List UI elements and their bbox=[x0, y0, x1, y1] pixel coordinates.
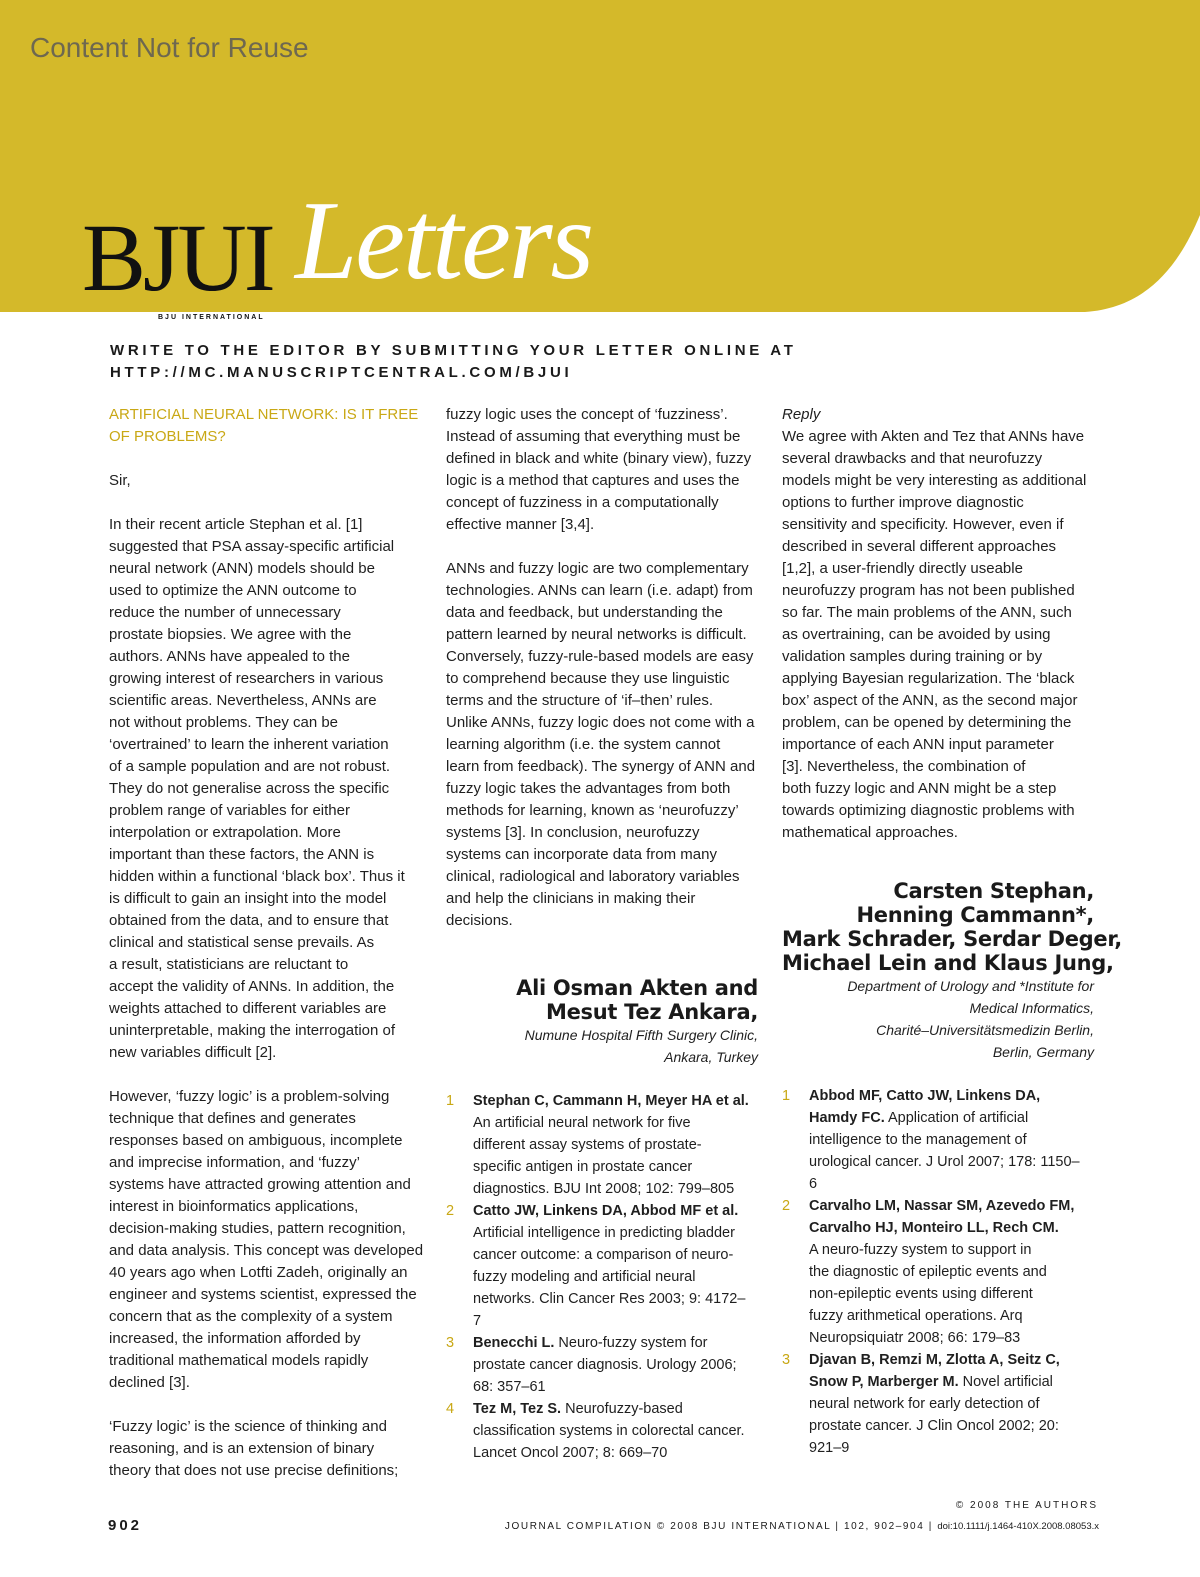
text-line: terms and the structure of ‘if–then’ rules. bbox=[446, 692, 714, 709]
letter-affiliation bbox=[446, 1024, 758, 1068]
reply-references bbox=[782, 1085, 1094, 1459]
letter-paragraph-3 bbox=[109, 1416, 421, 1482]
text-line: and imprecise information, and ‘fuzzy’ bbox=[109, 1154, 360, 1171]
text-line: ‘overtrained’ to learn the inherent variation bbox=[109, 736, 389, 753]
text-line: defined in black and white (binary view), fuzzy bbox=[446, 450, 752, 467]
letter-paragraph-1 bbox=[109, 514, 421, 1064]
text-line: hidden within a functional ‘black box’. Thus it bbox=[109, 868, 405, 885]
text-line: neural network (ANN) models should be bbox=[109, 560, 375, 577]
text-line: the diagnostic of epileptic events and bbox=[809, 1264, 1047, 1280]
text-line: learn from feedback). The synergy of ANN and bbox=[446, 758, 756, 775]
watermark: Content Not for Reuse bbox=[30, 32, 309, 63]
reply-label: Reply bbox=[782, 406, 821, 423]
text-line: methods for learning, known as ‘neurofuzzy’ bbox=[446, 802, 739, 819]
text-line: new variables difficult [2]. bbox=[109, 1044, 277, 1061]
text-line: clinical, radiological and laboratory variables bbox=[446, 868, 740, 885]
text-line: used to optimize the ANN outcome to bbox=[109, 582, 357, 599]
reference-item: 1 Stephan C, Cammann H, Meyer HA et al. An artificial neural network for five different assay systems of prostate- specific antigen in prostate cancer diagnostics. BJU Int 2008; 102: 799–805 bbox=[446, 1090, 758, 1200]
text-line: uninterpretable, making the interrogation of bbox=[109, 1022, 396, 1039]
text-line: A neuro-fuzzy system to support in bbox=[809, 1242, 1032, 1258]
text-line: towards optimizing diagnostic problems with bbox=[782, 802, 1075, 819]
text-line: and help the clinicians in making their bbox=[446, 890, 696, 907]
text-line: technologies. ANNs can learn (i.e. adapt) from bbox=[446, 582, 753, 599]
letter-signature bbox=[446, 976, 758, 1024]
text-line: importance of each ANN input parameter bbox=[782, 736, 1054, 753]
text-line: networks. Clin Cancer Res 2003; 9: 4172– bbox=[473, 1291, 746, 1307]
text-line: fuzzy logic uses the concept of ‘fuzziness’. bbox=[446, 406, 728, 423]
text-line: prostate cancer. J Clin Oncol 2002; 20: bbox=[809, 1418, 1059, 1434]
text-line: classification systems in colorectal cancer. bbox=[473, 1423, 745, 1439]
text-line: We agree with Akten and Tez that ANNs have bbox=[782, 428, 1085, 445]
letter-headline: ARTIFICIAL NEURAL NETWORK: IS IT FREE OF PROBLEMS? bbox=[109, 406, 419, 445]
text-line: learning algorithm (i.e. the system cannot bbox=[446, 736, 721, 753]
text-line: sensitivity and specificity. However, even if bbox=[782, 516, 1064, 533]
text-line: logic is a method that captures and uses the bbox=[446, 472, 740, 489]
text-line: reasoning, and is an extension of binary bbox=[109, 1440, 375, 1457]
text-line: both fuzzy logic and ANN might be a step bbox=[782, 780, 1057, 797]
reference-item: 4 Tez M, Tez S. Neurofuzzy-based classification systems in colorectal cancer. Lancet Oncol 2007; 8: 669–70 bbox=[446, 1398, 758, 1464]
text-line: ANNs and fuzzy logic are two complementary bbox=[446, 560, 749, 577]
text-line: systems have attracted growing attention and bbox=[109, 1176, 411, 1193]
reply-paragraph bbox=[782, 426, 1094, 844]
text-line: different assay systems of prostate- bbox=[473, 1137, 702, 1153]
submission-instruction bbox=[110, 340, 870, 384]
text-line: urological cancer. J Urol 2007; 178: 1150– bbox=[809, 1154, 1080, 1170]
text-line: ‘Fuzzy logic’ is the science of thinking and bbox=[109, 1418, 387, 1435]
reply-affiliation bbox=[782, 975, 1094, 1063]
text-line: intelligence to the management of bbox=[809, 1132, 1027, 1148]
text-line: obtained from the data, and to ensure that bbox=[109, 912, 389, 929]
text-line: systems can incorporate data from many bbox=[446, 846, 717, 863]
text-line: specific antigen in prostate cancer bbox=[473, 1159, 693, 1175]
column-2 bbox=[446, 404, 758, 1464]
reply-signature bbox=[782, 879, 1122, 975]
text-line: diagnostics. BJU Int 2008; 102: 799–805 bbox=[473, 1181, 735, 1197]
section-title: Letters bbox=[295, 179, 593, 303]
text-line: Lancet Oncol 2007; 8: 669–70 bbox=[473, 1445, 668, 1461]
text-line: concept of fuzziness in a computationally bbox=[446, 494, 719, 511]
text-line: fuzzy logic takes the advantages from both bbox=[446, 780, 731, 797]
text-line: non-epileptic events using different bbox=[809, 1286, 1033, 1302]
text-line: Unlike ANNs, fuzzy logic does not come with a bbox=[446, 714, 755, 731]
text-line: 6 bbox=[809, 1176, 818, 1192]
salutation: Sir, bbox=[109, 472, 131, 489]
text-line: and data analysis. This concept was developed bbox=[109, 1242, 424, 1259]
text-line: several drawbacks and that neurofuzzy bbox=[782, 450, 1043, 467]
text-line: prostate cancer diagnosis. Urology 2006; bbox=[473, 1357, 737, 1373]
text-line: They do not generalise across the specific bbox=[109, 780, 390, 797]
text-line: is difficult to gain an insight into the model bbox=[109, 890, 387, 907]
text-line: authors. ANNs have appealed to the bbox=[109, 648, 350, 665]
reference-item: 1 Abbod MF, Catto JW, Linkens DA, Hamdy FC. Application of artificial intelligence to the management of urological cancer. J Urol 2007; 178: 1150– 6 bbox=[782, 1085, 1094, 1195]
text-line: In their recent article Stephan et al. [1] bbox=[109, 516, 363, 533]
journal-line: JOURNAL COMPILATION © 2008 BJU INTERNATIONAL | 102, 902–904 | bbox=[504, 1521, 933, 1532]
text-line: [1,2], a user-friendly directly useable bbox=[782, 560, 1023, 577]
text-line: Carsten Stephan, bbox=[893, 879, 1094, 903]
text-line: Department of Urology and *Institute for bbox=[847, 978, 1094, 994]
text-line: weights attached to different variables are bbox=[109, 1000, 387, 1017]
journal-compilation-line bbox=[505, 1521, 1099, 1532]
reference-item: 3 Benecchi L. Neuro-fuzzy system for prostate cancer diagnosis. Urology 2006; 68: 357–61 bbox=[446, 1332, 758, 1398]
text-line: Instead of assuming that everything must be bbox=[446, 428, 741, 445]
text-line: Mark Schrader, Serdar Deger, bbox=[782, 927, 1122, 951]
text-line: Medical Informatics, bbox=[969, 1000, 1094, 1016]
text-line: as overtraining, can be avoided by using bbox=[782, 626, 1051, 643]
text-line: theory that does not use precise definitions; bbox=[109, 1462, 399, 1479]
column-3 bbox=[782, 404, 1122, 1459]
text-line: problem, can be opened by determining the bbox=[782, 714, 1072, 731]
text-line: interpolation or extrapolation. More bbox=[109, 824, 341, 841]
reference-item: 3 Djavan B, Remzi M, Zlotta A, Seitz C, Snow P, Marberger M. Novel artificial neural network for early detection of prostate cancer. J Clin Oncol 2002; 20: 921–9 bbox=[782, 1349, 1094, 1459]
journal-logo-subtitle: BJU INTERNATIONAL bbox=[158, 314, 265, 321]
text-line: a result, statisticians are reluctant to bbox=[109, 956, 349, 973]
letter-references bbox=[446, 1090, 758, 1464]
text-line: interest in bioinformatics applications, bbox=[109, 1198, 359, 1215]
text-line: Henning Cammann*, bbox=[856, 903, 1094, 927]
text-line: neural network for early detection of bbox=[809, 1396, 1040, 1412]
letter-paragraph-2 bbox=[109, 1086, 424, 1394]
reference-item: 2 Catto JW, Linkens DA, Abbod MF et al. Artificial intelligence in predicting bladder cancer outcome: a comparison of neuro- fuzzy modeling and artificial neural networks. Clin Cancer Res 2003; 9: 4172– 7 bbox=[446, 1200, 758, 1332]
text-line: technique that defines and generates bbox=[109, 1110, 356, 1127]
text-line: so far. The main problems of the ANN, such bbox=[782, 604, 1072, 621]
text-line: accept the validity of ANNs. In addition, the bbox=[109, 978, 395, 995]
text-line: described in several different approaches bbox=[782, 538, 1057, 555]
text-line: mathematical approaches. bbox=[782, 824, 958, 841]
text-line: of a sample population and are not robust. bbox=[109, 758, 391, 775]
text-line: decision-making studies, pattern recognition, bbox=[109, 1220, 406, 1237]
text-line: effective manner [3,4]. bbox=[446, 516, 595, 533]
text-line: fuzzy modeling and artificial neural bbox=[473, 1269, 696, 1285]
text-line: 40 years ago when Lotfti Zadeh, originally an bbox=[109, 1264, 408, 1281]
text-line: neurofuzzy program has not been published bbox=[782, 582, 1075, 599]
text-line: engineer and systems scientist, expressed the bbox=[109, 1286, 417, 1303]
reference-item: 2 Carvalho LM, Nassar SM, Azevedo FM, Carvalho HJ, Monteiro LL, Rech CM. A neuro-fuzzy system to support in the diagnostic of epileptic events and non-epileptic events using different fuzzy arithmetical operations. Arq Neuropsiquiatr 2008; 66: 179–83 bbox=[782, 1195, 1094, 1349]
text-line: applying Bayesian regularization. The ‘black bbox=[782, 670, 1075, 687]
text-line: Ankara, Turkey bbox=[664, 1049, 758, 1065]
text-line: pattern learned by neural networks is difficult. bbox=[446, 626, 747, 643]
text-line: prostate biopsies. We agree with the bbox=[109, 626, 352, 643]
text-line: 921–9 bbox=[809, 1440, 850, 1456]
letter-paragraph-4 bbox=[446, 404, 758, 536]
text-line: systems [3]. In conclusion, neurofuzzy bbox=[446, 824, 700, 841]
text-line: Neuropsiquiatr 2008; 66: 179–83 bbox=[809, 1330, 1021, 1346]
text-line: declined [3]. bbox=[109, 1374, 190, 1391]
text-line: Artificial intelligence in predicting bladder bbox=[473, 1225, 735, 1241]
instruction-url[interactable]: HTTP://MC.MANUSCRIPTCENTRAL.COM/BJUI bbox=[110, 364, 573, 381]
text-line: important than these factors, the ANN is bbox=[109, 846, 375, 863]
text-line: Ali Osman Akten and bbox=[516, 976, 758, 1000]
text-line: data and feedback, but understanding the bbox=[446, 604, 723, 621]
text-line: Numune Hospital Fifth Surgery Clinic, bbox=[524, 1027, 758, 1043]
doi-link[interactable]: doi:10.1111/j.1464-410X.2008.08053.x bbox=[937, 1521, 1099, 1532]
text-line: An artificial neural network for five bbox=[473, 1115, 691, 1131]
text-line: validation samples during training or by bbox=[782, 648, 1043, 665]
text-line: reduce the number of unnecessary bbox=[109, 604, 341, 621]
text-line: concern that as the complexity of a system bbox=[109, 1308, 393, 1325]
text-line: Charité–Universitätsmedizin Berlin, bbox=[876, 1022, 1094, 1038]
journal-logo: BJUI bbox=[82, 204, 273, 311]
text-line: Conversely, fuzzy-rule-based models are easy bbox=[446, 648, 754, 665]
text-line: responses based on ambiguous, incomplete bbox=[109, 1132, 403, 1149]
copyright-notice: © 2008 THE AUTHORS bbox=[955, 1500, 1098, 1511]
text-line: problem range of variables for either bbox=[109, 802, 350, 819]
text-line: Berlin, Germany bbox=[992, 1044, 1094, 1060]
text-line: 68: 357–61 bbox=[473, 1379, 546, 1395]
text-line: 7 bbox=[473, 1313, 482, 1329]
text-line: However, ‘fuzzy logic’ is a problem-solving bbox=[109, 1088, 390, 1105]
text-line: decisions. bbox=[446, 912, 513, 929]
text-line: clinical and statistical sense prevails. As bbox=[109, 934, 375, 951]
text-line: options to further improve diagnostic bbox=[782, 494, 1024, 511]
text-line: [3]. Nevertheless, the combination of bbox=[782, 758, 1026, 775]
page-number: 902 bbox=[108, 1517, 143, 1534]
text-line: Michael Lein and Klaus Jung, bbox=[782, 951, 1114, 975]
text-line: scientific areas. Nevertheless, ANNs are bbox=[109, 692, 377, 709]
text-line: models might be very interesting as additional bbox=[782, 472, 1087, 489]
text-line: cancer outcome: a comparison of neuro- bbox=[473, 1247, 734, 1263]
instruction-line: WRITE TO THE EDITOR BY SUBMITTING YOUR LETTER ONLINE AT bbox=[110, 342, 797, 359]
column-1 bbox=[109, 404, 424, 1504]
text-line: fuzzy arithmetical operations. Arq bbox=[809, 1308, 1023, 1324]
text-line: growing interest of researchers in various bbox=[109, 670, 384, 687]
letter-paragraph-5 bbox=[446, 558, 758, 932]
text-line: to comprehend because they use linguistic bbox=[446, 670, 730, 687]
text-line: box’ aspect of the ANN, as the second major bbox=[782, 692, 1078, 709]
text-line: not without problems. They can be bbox=[109, 714, 339, 731]
text-line: Mesut Tez Ankara, bbox=[546, 1000, 758, 1024]
text-line: traditional mathematical models rapidly bbox=[109, 1352, 369, 1369]
text-line: increased, the information afforded by bbox=[109, 1330, 361, 1347]
text-line: suggested that PSA assay-specific artificial bbox=[109, 538, 395, 555]
